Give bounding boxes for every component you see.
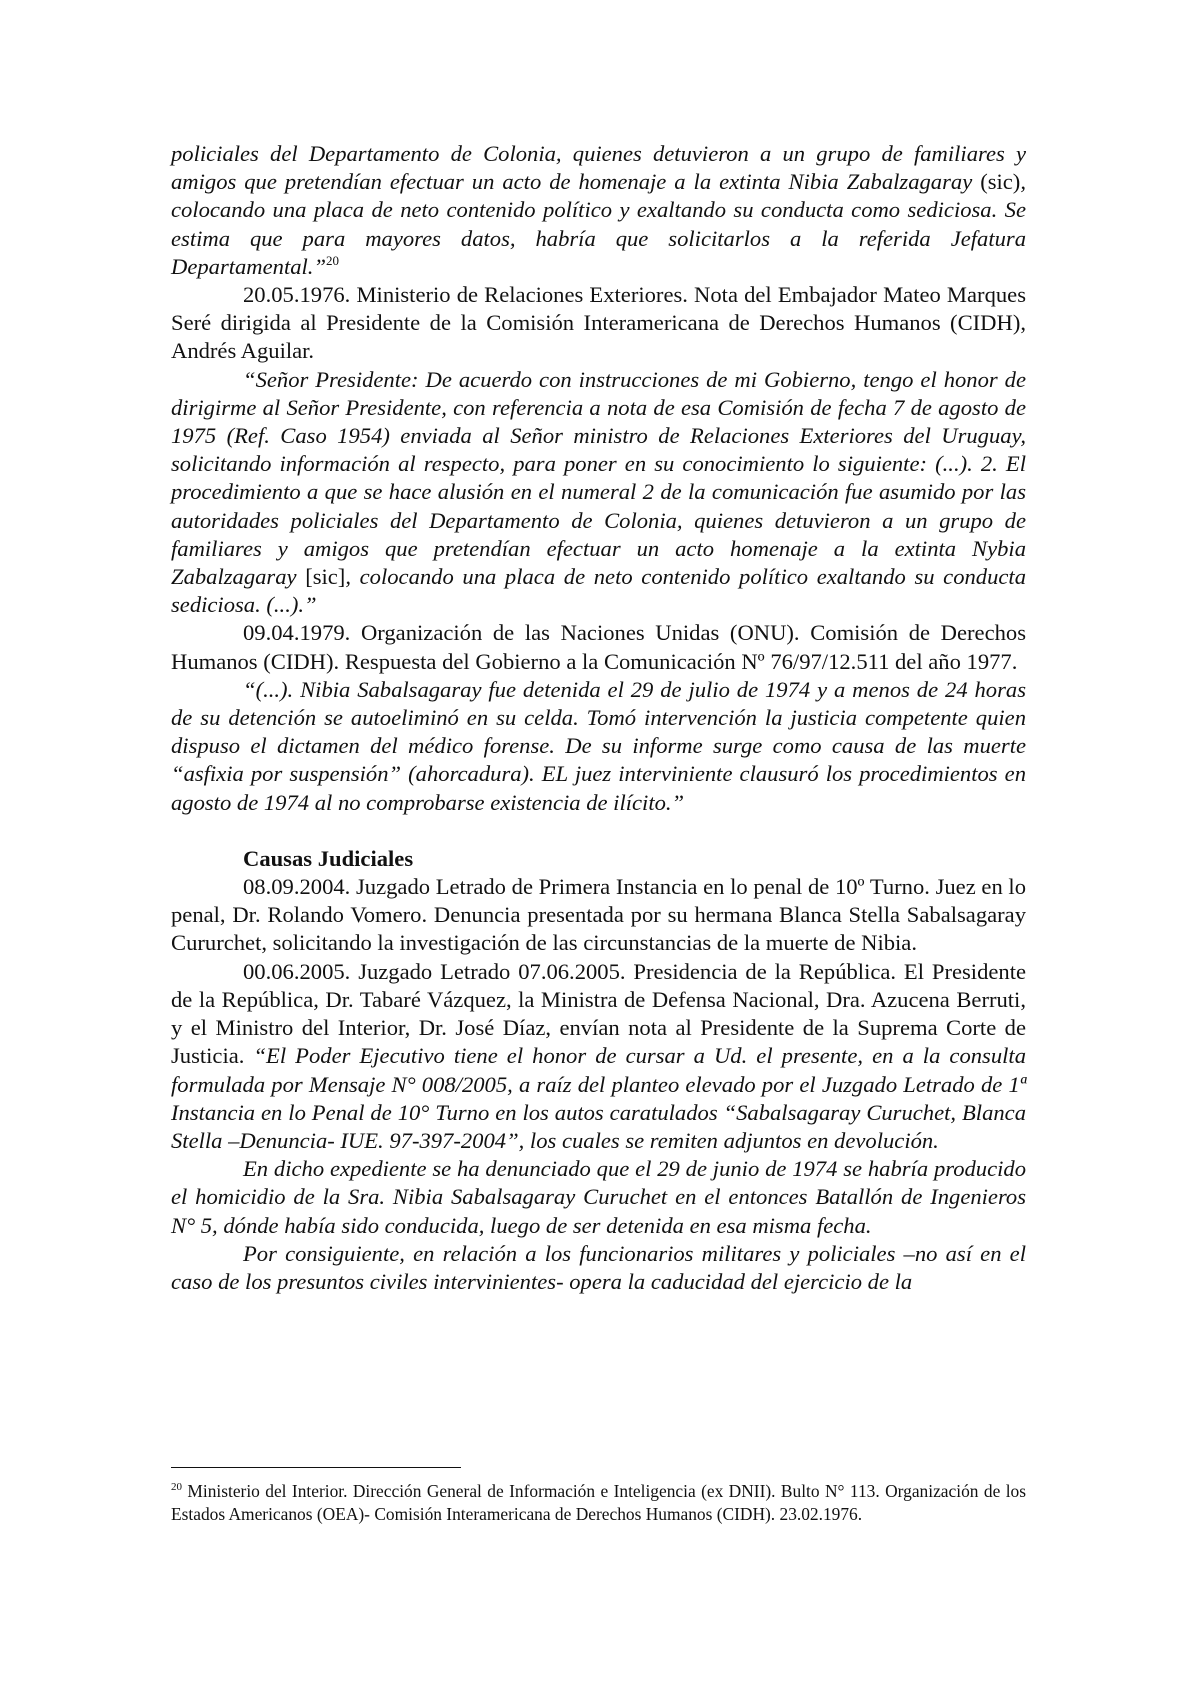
paragraph-quote-caducidad: Por consiguiente, en relación a los funcionarios militares y policiales –no así en el caso de los presuntos civiles intervinientes- opera la caducidad del ejercicio de la: [171, 1240, 1026, 1294]
paragraph-quote-1979: “(...). Nibia Sabalsagaray fue detenida el 29 de julio de 1974 y a menos de 24 horas de su detención se autoeliminó en su celda. Tomó intervención la justicia competente quien dispuso el dictamen del médico forense. De su informe surge como causa de las muerte “asfixia por suspensión” (ahorcadura). EL juez interviniente clausuró los procedimientos en agosto de 1974 al no comprobarse existencia de ilícito.”: [171, 676, 1026, 815]
footnote-separator: [171, 1467, 461, 1468]
paragraph-entry-2004: 08.09.2004. Juzgado Letrado de Primera Instancia en lo penal de 10º Turno. Juez en lo penal, Dr. Rolando Vomero. Denuncia presentada por su hermana Blanca Stella Sabalsagaray Cururchet, solicitando la investigación de las circunstancias de la muerte de Nibia.: [171, 874, 1026, 956]
paragraph-quote-1976: “Señor Presidente: De acuerdo con instrucciones de mi Gobierno, tengo el honor de dirigirme al Señor Presidente, con referencia a nota de esa Comisión de fecha 7 de agosto de 1975 (Ref. Caso 1954) enviada al Señor ministro de Relaciones Exteriores del Uruguay, solicitando información al respecto, para poner en su conocimiento lo siguiente: (...). 2. El procedimiento a que se hace alusión en el numeral 2 de la comunicación fue asumido por las autoridades policiales del Departamento de Colonia, quienes detuvieron a un grupo de familiares y amigos que pretendían efectuar un acto homenaje a la extinta Nybia Zabalzagaray [sic], colocando una placa de neto contenido político exaltando su conducta sediciosa. (...).”: [171, 366, 1026, 618]
footnote-text: Ministerio del Interior. Dirección General de Información e Inteligencia (ex DNII). Bulto N° 113. Organización de los Estados Americanos (OEA)- Comisión Interamericana de Derechos Humanos (CIDH). 23.02.1976.: [171, 1481, 1026, 1524]
section-heading: Causas Judiciales: [243, 845, 414, 871]
footnote-reference: 20: [326, 252, 340, 268]
document-body: [171, 140, 1026, 1296]
paragraph-entry-1976: 20.05.1976. Ministerio de Relaciones Exteriores. Nota del Embajador Mateo Marques Seré dirigida al Presidente de la Comisión Interamericana de Derechos Humanos (CIDH), Andrés Aguilar.: [171, 282, 1026, 364]
footnote-number: 20: [171, 1481, 182, 1493]
footnote: [171, 1480, 1026, 1526]
paragraph-quote-continuation: policiales del Departamento de Colonia, quienes detuvieron a un grupo de familiares y amigos que pretendían efectuar un acto de homenaje a la extinta Nibia Zabalzagaray (sic), colocando una placa de neto contenido político y exaltando su conducta como sediciosa. Se estima que para mayores datos, habría que solicitarlos a la referida Jefatura Departamental.”$^{20}$: [171, 141, 1026, 279]
paragraph-entry-1979: 09.04.1979. Organización de las Naciones Unidas (ONU). Comisión de Derechos Humanos (CIDH). Respuesta del Gobierno a la Comunicación Nº 76/97/12.511 del año 1977.: [171, 620, 1026, 674]
paragraph-quote-expediente: En dicho expediente se ha denunciado que el 29 de junio de 1974 se habría producido el homicidio de la Sra. Nibia Sabalsagaray Curuchet en el entonces Batallón de Ingenieros N° 5, dónde había sido conducida, luego de ser detenida en esa misma fecha.: [171, 1156, 1026, 1238]
paragraph-entry-2005: 00.06.2005. Juzgado Letrado 07.06.2005. Presidencia de la República. El Presidente de la República, Dr. Tabaré Vázquez, la Ministra de Defensa Nacional, Dra. Azucena Berruti, y el Ministro del Interior, Dr. José Díaz, envían nota al Presidente de la Suprema Corte de Justicia. “El Poder Ejecutivo tiene el honor de cursar a Ud. el presente, en a la consulta formulada por Mensaje N° 008/2005, a raíz del planteo elevado por el Juzgado Letrado de 1ª Instancia en lo Penal de 10° Turno en los autos caratulados “Sabalsagaray Curuchet, Blanca Stella –Denuncia- IUE. 97-397-2004”, los cuales se remiten adjuntos en devolución.: [171, 958, 1026, 1153]
